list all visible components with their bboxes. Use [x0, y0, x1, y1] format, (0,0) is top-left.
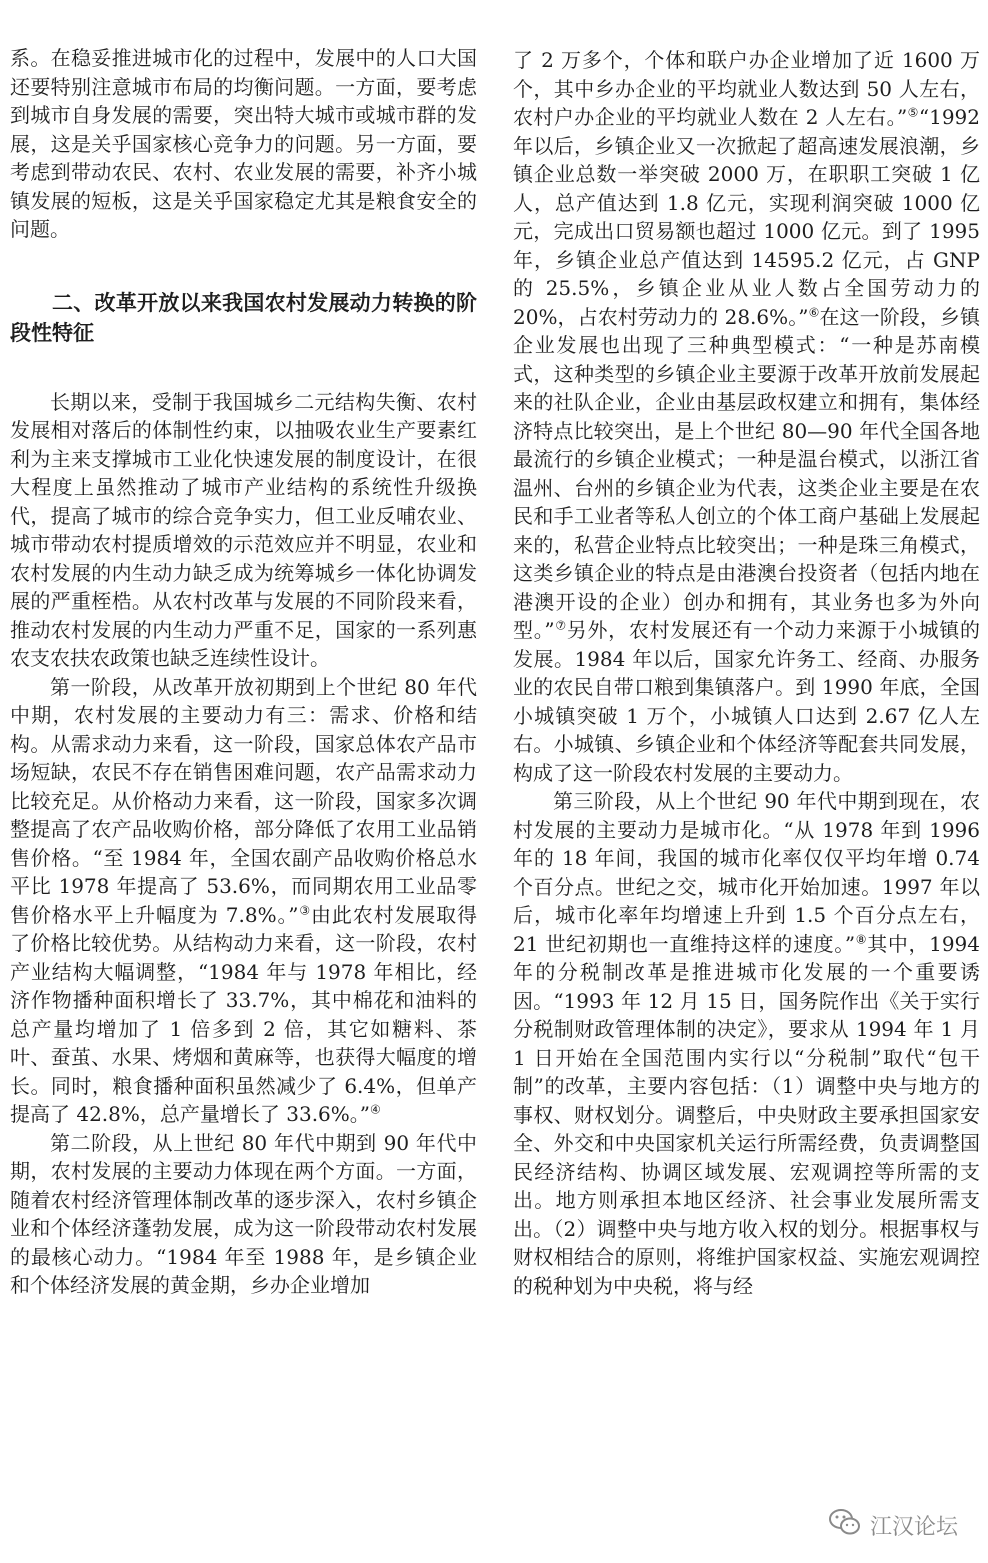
paragraph: 系。在稳妥推进城市化的过程中，发展中的人口大国还要特别注意城市布局的均衡问题。一方面，要考虑到城市自身发展的需要，突出特大城市或城市群的发展，这是关乎国家核心竞争力的问题。另一方面，要考虑到带动农民、农村、农业发展的需要，补齐小城镇发展的短板，这是关乎国家稳定尤其是粮食安全的问题。: [10, 46, 477, 241]
wechat-icon: [828, 1507, 862, 1543]
paragraph-text: 第三阶段，从上个世纪 90 年代中期到现在，农村发展的主要动力是城市化。“从 1978 年到 1996 年的 18 年间，我国的城市化率仅仅平均年增 0.74 个百分点。世纪之交，城市化开始加速。1997 年以后，城市化率年均增速上升到 1.5 个百分点左右，21 世纪初期也一直维持这样的速度。”: [513, 789, 980, 956]
watermark: [828, 1507, 958, 1543]
watermark-text: 江汉论坛: [869, 1514, 958, 1540]
footnote-marker: ⑦: [554, 618, 567, 633]
paragraph-text: 在这一阶段，乡镇企业发展也出现了三种典型模式：“一种是苏南模式，这种类型的乡镇企业主要源于改革开放前发展起来的社队企业，企业由基层政权建立和拥有，集体经济特点比较突出，是上个世纪 80—90 年代全国各地最流行的乡镇企业模式；一种是温台模式，以浙江省温州、台州的乡镇企业为代表，这类企业主要是在农民和手工业者等私人创立的个体工商户基础上发展起来的，私营企业特点比较突出；一种是珠三角模式，这类乡镇企业的特点是由港澳台投资者（包括内地在港澳开设的企业）创办和拥有，其业务也多为外向型。”: [513, 304, 981, 642]
left-column: [10, 44, 477, 1300]
footnote-marker: ⑥: [808, 304, 820, 319]
footnote-marker: ④: [370, 1102, 381, 1117]
footnote-marker: ③: [298, 902, 312, 917]
paragraph-text: 了 2 万多个，个体和联户办企业增加了近 1600 万个，其中乡办企业的平均就业人数达到 50 人左右，农村户办企业的平均就业人数在 2 人左右。”: [513, 48, 980, 129]
footnote-marker: ⑤: [907, 105, 919, 120]
paragraph-text: 第一阶段，从改革开放初期到上个世纪 80 年代中期，农村发展的主要动力有三：需求、价格和结构。从需求动力来看，这一阶段，国家总体农产品市场短缺，农民不存在销售困难问题，农产品需求动力比较充足。从价格动力来看，这一阶段，国家多次调整提高了农产品收购价格，部分降低了农用工业品销售价格。“至 1984 年，全国农副产品收购价格总水平比 1978 年提高了 53.6%，而同期农用工业品零售价格水平上升幅度为 7.8%。”: [10, 674, 477, 927]
paragraph: [513, 46, 980, 787]
paragraph: [10, 673, 477, 1129]
paragraph: 第二阶段，从上世纪 80 年代中期到 90 年代中期，农村发展的主要动力体现在两个方面。一方面，随着农村经济管理体制改革的逐步深入，农村乡镇企业和个体经济蓬勃发展，成为这一阶段带动农村发展的最核心动力。“1984 年至 1988 年，是乡镇企业和个体经济发展的黄金期，乡办企业增加: [10, 1130, 477, 1297]
paragraph: [513, 787, 980, 1300]
paragraph: 长期以来，受制于我国城乡二元结构失衡、农村发展相对落后的体制性约束，以抽吸农业生产要素红利为主来支撑城市工业化快速发展的制度设计，在很大程度上虽然推动了城市产业结构的系统性升级换代，提高了城市的综合竞争实力，但工业反哺农业、城市带动农村提质增效的示范效应并不明显，农业和农村发展的内生动力缺乏成为统筹城乡一体化协调发展的严重桎梏。从农村改革与发展的不同阶段来看，推动农村发展的内生动力严重不足，国家的一系列惠农支农扶农政策也缺乏连续性设计。: [10, 389, 477, 670]
paragraph-text: 另外，农村发展还有一个动力来源于小城镇的发展。1984 年以后，国家允许务工、经商、办服务业的农民自带口粮到集镇落户。到 1990 年底，全国小城镇突破 1 万个，小城镇人口达到 2.67 亿人左右。小城镇、乡镇企业和个体经济等配套共同发展，构成了这一阶段农村发展的主要动力。: [513, 618, 980, 785]
paragraph-text: 由此农村发展取得了价格比较优势。从结构动力来看，这一阶段，农村产业结构大幅调整，“1984 年与 1978 年相比，经济作物播种面积增长了 33.7%，其中棉花和油料的总产量均增加了 1 倍多到 2 倍，其它如糖料、茶叶、蚕茧、水果、烤烟和黄麻等，也获得大幅度的增长。同时，粮食播种面积虽然减少了 6.4%，但单产提高了 42.8%，总产量增长了 33.6%。”: [10, 902, 478, 1126]
right-column: [513, 46, 980, 1300]
section-title: 二、改革开放以来我国农村发展动力转换的阶段性特征: [10, 290, 477, 345]
paragraph-text: “1992 年以后，乡镇企业又一次掀起了超高速发展浪潮，乡镇企业总数一举突破 2000 万，在职职工突破 1 亿人，总产值达到 1.8 亿元，实现利润突破 1000 亿元，完成出口贸易额也超过 1000 亿元。到了 1995 年，乡镇企业总产值达到 14595.2 亿元，占 GNP 的 25.5%，乡镇企业从业人数占全国劳动力的 20%，占农村劳动力的 28.6%。”: [513, 105, 980, 329]
footnote-marker: ⑧: [855, 931, 868, 946]
paragraph-text: 其中，1994 年的分税制改革是推进城市化发展的一个重要诱因。“1993 年 12 月 15 日，国务院作出《关于实行分税制财政管理体制的决定》，要求从 1994 年 1 月 1 日开始在全国范围内实行以“分税制”取代“包干制”的改革，主要内容包括：（1）调整中央与地方的事权、财权划分。调整后，中央财政主要承担国家安全、外交和中央国家机关运行所需经费，负责调整国民经济结构、协调区域发展、宏观调控等所需的支出。地方则承担本地区经济、社会事业发展所需支出。（2）调整中央与地方收入权的划分。根据事权与财权相结合的原则，将维护国家权益、实施宏观调控的税种划为中央税，将与经: [513, 931, 981, 1298]
